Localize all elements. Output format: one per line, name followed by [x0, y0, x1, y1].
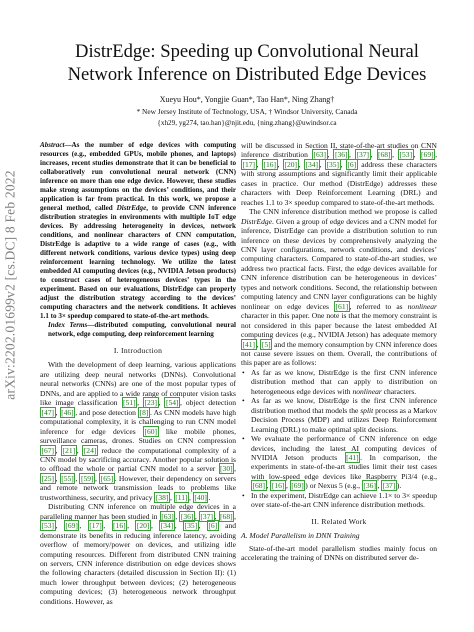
left-column — [40, 141, 236, 606]
citation-link[interactable]: [36] — [180, 511, 194, 521]
subsection-heading: A. Model Parallelism in DNN Training — [241, 531, 360, 541]
citation-link[interactable]: [68] — [378, 150, 391, 160]
citation-link[interactable]: [37] — [356, 150, 370, 160]
author-emails: {xh29, yg274, tao.han}@njit.edu, {ning.zhang}@uwindsor.ca — [157, 119, 337, 127]
citation-link[interactable]: [36] — [334, 150, 348, 160]
citation-link[interactable]: [54] — [165, 398, 179, 408]
citation-link[interactable]: [53] — [41, 521, 55, 531]
citation-link[interactable]: [51] — [123, 398, 136, 408]
citation-link[interactable]: [16] — [263, 159, 277, 169]
abstract-dash: — — [64, 141, 72, 149]
right-column — [241, 141, 437, 562]
citation-link[interactable]: [47] — [41, 407, 55, 417]
affiliation: * New Jersey Institute of Technology, USA, † Windsor University, Canada — [136, 107, 358, 116]
index-terms — [48, 321, 236, 339]
citation-link[interactable]: [16] — [271, 481, 285, 491]
citation-link[interactable]: [55] — [61, 473, 74, 483]
contribution-item: • We evaluate the performance of CNN inference on edge devices, including the latest AI computing devices of NVIDIA Jetson products [41] . In comparison, the experiments in state-of-the-art studies limit their test cases with low-speed edge devices like Raspberry Pi3/4 (e.g., [68] , [16] , [69] ) or Nexus 5 (e.g., [36] , [37] ). — [241, 434, 437, 491]
citation-link[interactable]: [68] — [252, 481, 266, 491]
citation-link[interactable]: [59] — [80, 473, 94, 483]
author-list: Xueyu Hou*, Yongjie Guan*, Tao Han*, Ning Zhang† — [159, 95, 335, 104]
index-terms-label: Index Terms — [48, 321, 88, 329]
intro-paragraph-2: Distributing CNN inference on multiple edge devices in a paralleling manner has been studied in [63] , [36] , [37] , [68] , [53] , [69] , [17] , [16] , [20] , [34] , [35] , [6] and demonstrate its benefits in reducing inference latency, avoiding overflow of memory/power on devices, and utilizing idle computing resources. Different from distributed CNN training on servers, CNN inference distribution on edge devices shows the following characters (detailed discussion in Section II): (1) much lower throughput between devices; (2) heterogeneous computing devices; (3) heterogeneous network throughput conditions. However, as — [40, 502, 236, 606]
citation-link[interactable]: [67] — [41, 445, 55, 455]
title-line-1: DistrEdge: Speeding up Convolutional Neural — [75, 41, 419, 62]
citation-link[interactable]: [61] — [335, 301, 349, 311]
citation-link[interactable]: [6] — [208, 521, 218, 531]
citation-link[interactable]: [69] — [421, 150, 434, 160]
citation-link[interactable]: [35] — [184, 521, 198, 531]
abstract-method-name: DistrEdge — [116, 204, 147, 212]
right-paragraph-continued: will be discussed in Section II, state-of-the-art studies on CNN inference distribution [63] , [36] , [37] , [68] , [53] , [69] , [17] , [16] , [20] , [34] , [35] , [6] address these characters with strong assumptions and significantly limit their applicable cases in practice. Our method (DistrEdge) addresses these characters with Deep Reinforcement Learning (DRL) and reaches 1.1 to 3× speedup compared to state-of-the-art methods. — [241, 141, 437, 207]
citation-link[interactable]: [6] — [347, 159, 357, 169]
paper-title — [40, 40, 454, 86]
citation-link[interactable]: [41] — [242, 339, 256, 349]
arxiv-identifier[interactable]: arXiv:2202.01699v2 [cs.DC] 8 Feb 2022 — [3, 170, 19, 400]
method-paragraph: The CNN inference distribution method we propose is called DistrEdge. Given a group of edge devices and a CNN model for inference, DistrEdge can provide a distribution solution to run inference on these devices by comprehensively analyzing the CNN layer configurations, network conditions, and devices’ computing characters. Compared to state-of-the-art studies, we address two practical facts. First, the edge devices available for CNN inference distribution can be heterogeneous in devices’ types and network conditions. Second, the relationship between computing latency and CNN layer configurations can be highly nonlinear on edge devices [61] , referred to as nonlinear character in this paper. One note is that the memory constraint is not considered in this paper because the latest embedded AI computing devices (e.g., NVIDIA Jetson) has adequate memory [41] , [5] and the memory consumption by CNN inference does not cause severe issues on them. Overall, the contributions of this paper are as follows: — [241, 207, 438, 368]
citation-link[interactable]: [60] — [144, 426, 158, 436]
title-line-2: Network Inference on Distributed Edge Devices — [67, 64, 427, 85]
index-terms-text: —distributed computing, convolutional neural network, edge computing, deep reinforcement learning — [48, 321, 236, 338]
abstract-text-2: , to provide CNN inference distribution strategies in environments with multiple IoT edge devices. By addressing heterogeneity in devices, network conditions, and nonlinear characters of CNN computation, DistrEdge is adaptive to a wide range of cases (e.g., with different network conditions, various device types) using deep reinforcement learning technology. We utilize the latest embedded AI computing devices (e.g., NVIDIA Jetson products) to construct cases of heterogeneous devices’ types in the experiment. Based on our evaluations, DistrEdge can properly adjust the distribution strategy according to the devices’ computing characters and the network conditions. It achieves 1.1 to 3× speedup compared to state-of-the-art methods. — [40, 204, 237, 320]
citation-link[interactable]: [11] — [175, 492, 188, 502]
citation-link[interactable]: [37] — [200, 511, 213, 521]
citation-link[interactable]: [17] — [89, 521, 102, 531]
citation-link[interactable]: [20] — [136, 521, 150, 531]
contribution-item: • As far as we know, DistrEdge is the first CNN inference distribution method that can apply to distribution on heterogeneous edge devices with nonlinear characters. — [241, 368, 437, 396]
contribution-item: • In the experiment, DistrEdge can achieve 1.1× to 3× speedup over state-of-the-art CNN inference distribution methods. — [241, 491, 437, 510]
citation-link[interactable]: [69] — [65, 521, 78, 531]
citation-link[interactable]: [21] — [62, 445, 76, 455]
arxiv-sidebar — [0, 170, 22, 400]
citation-link[interactable]: [23] — [144, 398, 158, 408]
citation-link[interactable]: [35] — [326, 159, 340, 169]
citation-link[interactable]: [38] — [155, 492, 169, 502]
citation-link[interactable]: [25] — [41, 473, 55, 483]
contribution-item: • As far as we know, DistrEdge is the first CNN inference distribution method that models the split process as a Markov Decision Process (MDP) and utilizes Deep Reinforcement Learning (DRL) to make optimal split decisions. — [241, 396, 437, 434]
citation-link[interactable]: [40] — [194, 492, 207, 502]
abstract — [40, 141, 236, 321]
citation-link[interactable]: [20] — [284, 159, 298, 169]
citation-link[interactable]: [37] — [382, 481, 396, 491]
citation-link[interactable]: [16] — [113, 521, 126, 531]
citation-link[interactable]: [69] — [291, 481, 304, 491]
citation-link[interactable]: [68] — [220, 511, 233, 521]
abstract-label: Abstract — [40, 141, 65, 149]
citation-link[interactable]: [34] — [305, 159, 319, 169]
citation-link[interactable]: [34] — [160, 521, 174, 531]
citation-link[interactable]: [5] — [261, 339, 271, 349]
citation-link[interactable]: [46] — [61, 407, 74, 417]
citation-link[interactable]: [63] — [313, 150, 327, 160]
citation-link[interactable]: [8] — [139, 407, 149, 417]
citation-link[interactable]: [63] — [161, 511, 174, 521]
citation-link[interactable]: [53] — [399, 150, 413, 160]
contributions-list — [241, 368, 437, 510]
citation-link[interactable]: [65] — [100, 473, 114, 483]
citation-link[interactable]: [30] — [220, 464, 233, 474]
section-heading-introduction: I. Introduction — [113, 346, 163, 355]
citation-link[interactable]: [24] — [83, 445, 97, 455]
citation-link[interactable]: [41] — [346, 452, 359, 462]
section-heading-related-work: II. Related Work — [311, 516, 367, 526]
intro-paragraph-1: With the development of deep learning, various applications are utilizing deep neural networks (DNNs). Convolutional neural networks (CNNs) are one of the most popular types of DNNs, and are applied to a wide range of computer vision tasks like image classification [51] , [23] , [54] , object detection [47] , [46] , and pose detection [8] . As CNN models have high computational complexity, it is challenging to run CNN model inference for edge devices [60] like mobile phones, surveillance cameras, drones. Studies on CNN compression [67] , [21] , [24] reduce the computational complexity of a CNN model by sacrificing accuracy. Another popular solution is to offload the whole or partial CNN model to a server [30] , [25] , [55] , [59] , [65] . However, their dependency on servers and remote network transmission leads to problems like trustworthiness, security, and privacy [38] , [11] , [40] . — [40, 360, 236, 502]
citation-link[interactable]: [17] — [242, 159, 256, 169]
related-work-paragraph: State-of-the-art model parallelism studies mainly focus on accelerating the training of DNNs on distributed server de- — [241, 543, 437, 563]
abstract-text-1: As the number of edge devices with computing resources (e.g., embedded GPUs, mobile phones, and laptops) increases, recent studies demonstrate that it can be beneficial to collaboratively run convolutional neural network (CNN) inference on more than one edge device. However, these studies make strong assumptions on the devices’ conditions, and their application is far from practical. In this work, we propose a general method, called — [40, 141, 236, 212]
citation-link[interactable]: [36] — [363, 481, 376, 491]
